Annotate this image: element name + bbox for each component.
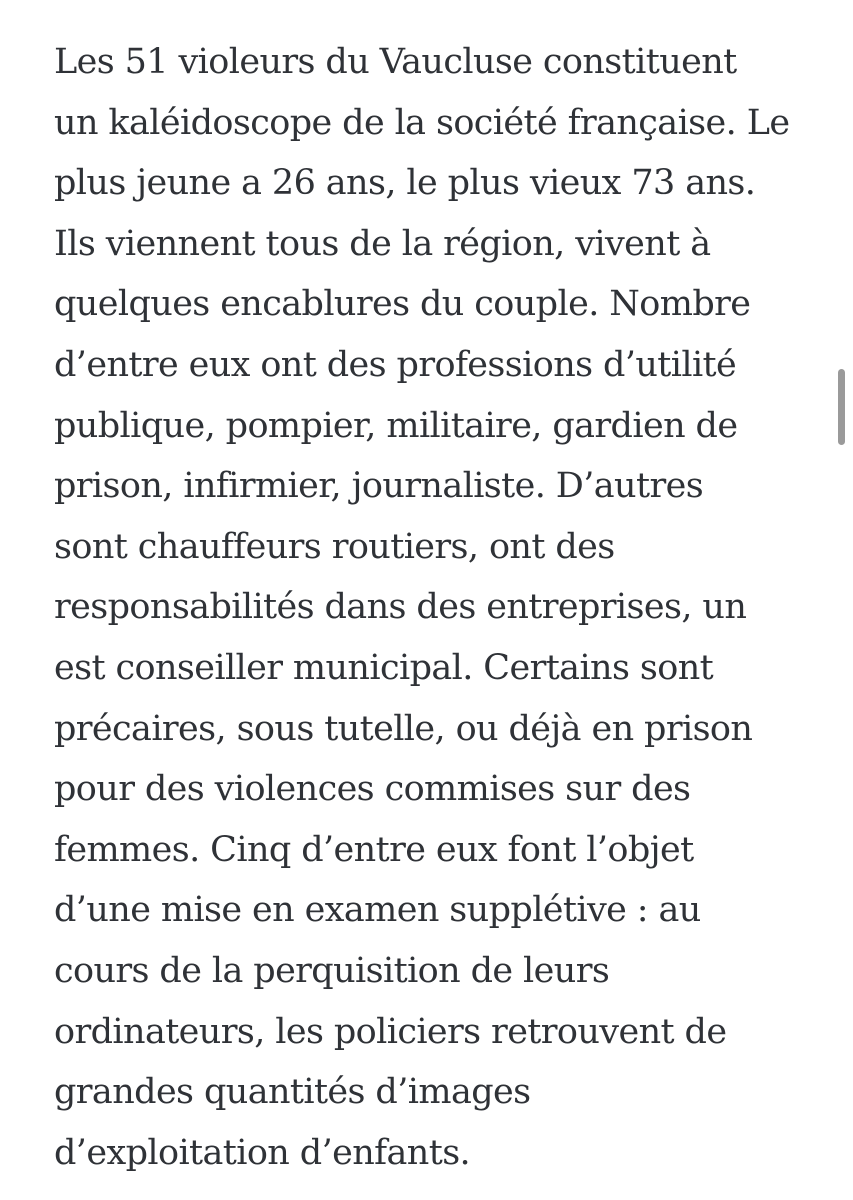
paragraph-line: sont chauffeurs routiers, ont des xyxy=(54,526,615,567)
paragraph-line: d’exploitation d’enfants. xyxy=(54,1132,471,1173)
paragraph-line: Les 51 violeurs du Vaucluse constituent xyxy=(54,42,737,82)
paragraph-line: d’une mise en examen supplétive : au xyxy=(54,890,701,931)
paragraph-line: est conseiller municipal. Certains sont xyxy=(54,647,714,688)
paragraph-line: femmes. Cinq d’entre eux font l’objet xyxy=(54,829,694,870)
paragraph-line: précaires, sous tutelle, ou déjà en prison xyxy=(54,708,753,749)
scrollbar-thumb[interactable] xyxy=(838,369,845,445)
paragraph-line: quelques encablures du couple. Nombre xyxy=(54,284,751,325)
paragraph-line: d’entre eux ont des professions d’utilité xyxy=(54,344,737,385)
paragraph-line: publique, pompier, militaire, gardien de xyxy=(54,405,738,446)
paragraph-line: cours de la perquisition de leurs xyxy=(54,950,610,991)
paragraph-line: pour des violences commises sur des xyxy=(54,769,691,810)
paragraph-line: Ils viennent tous de la région, vivent à xyxy=(54,223,711,264)
paragraph-line: plus jeune a 26 ans, le plus vieux 73 ans. xyxy=(54,163,756,204)
paragraph-line: un kaléidoscope de la société française. Le xyxy=(54,102,790,143)
paragraph-line: grandes quantités d’images xyxy=(54,1072,531,1113)
paragraph-line: ordinateurs, les policiers retrouvent de xyxy=(54,1011,727,1052)
paragraph-line: responsabilités dans des entreprises, un xyxy=(54,587,747,628)
article-paragraph xyxy=(54,32,824,1183)
paragraph-line: prison, infirmier, journaliste. D’autres xyxy=(54,466,704,507)
